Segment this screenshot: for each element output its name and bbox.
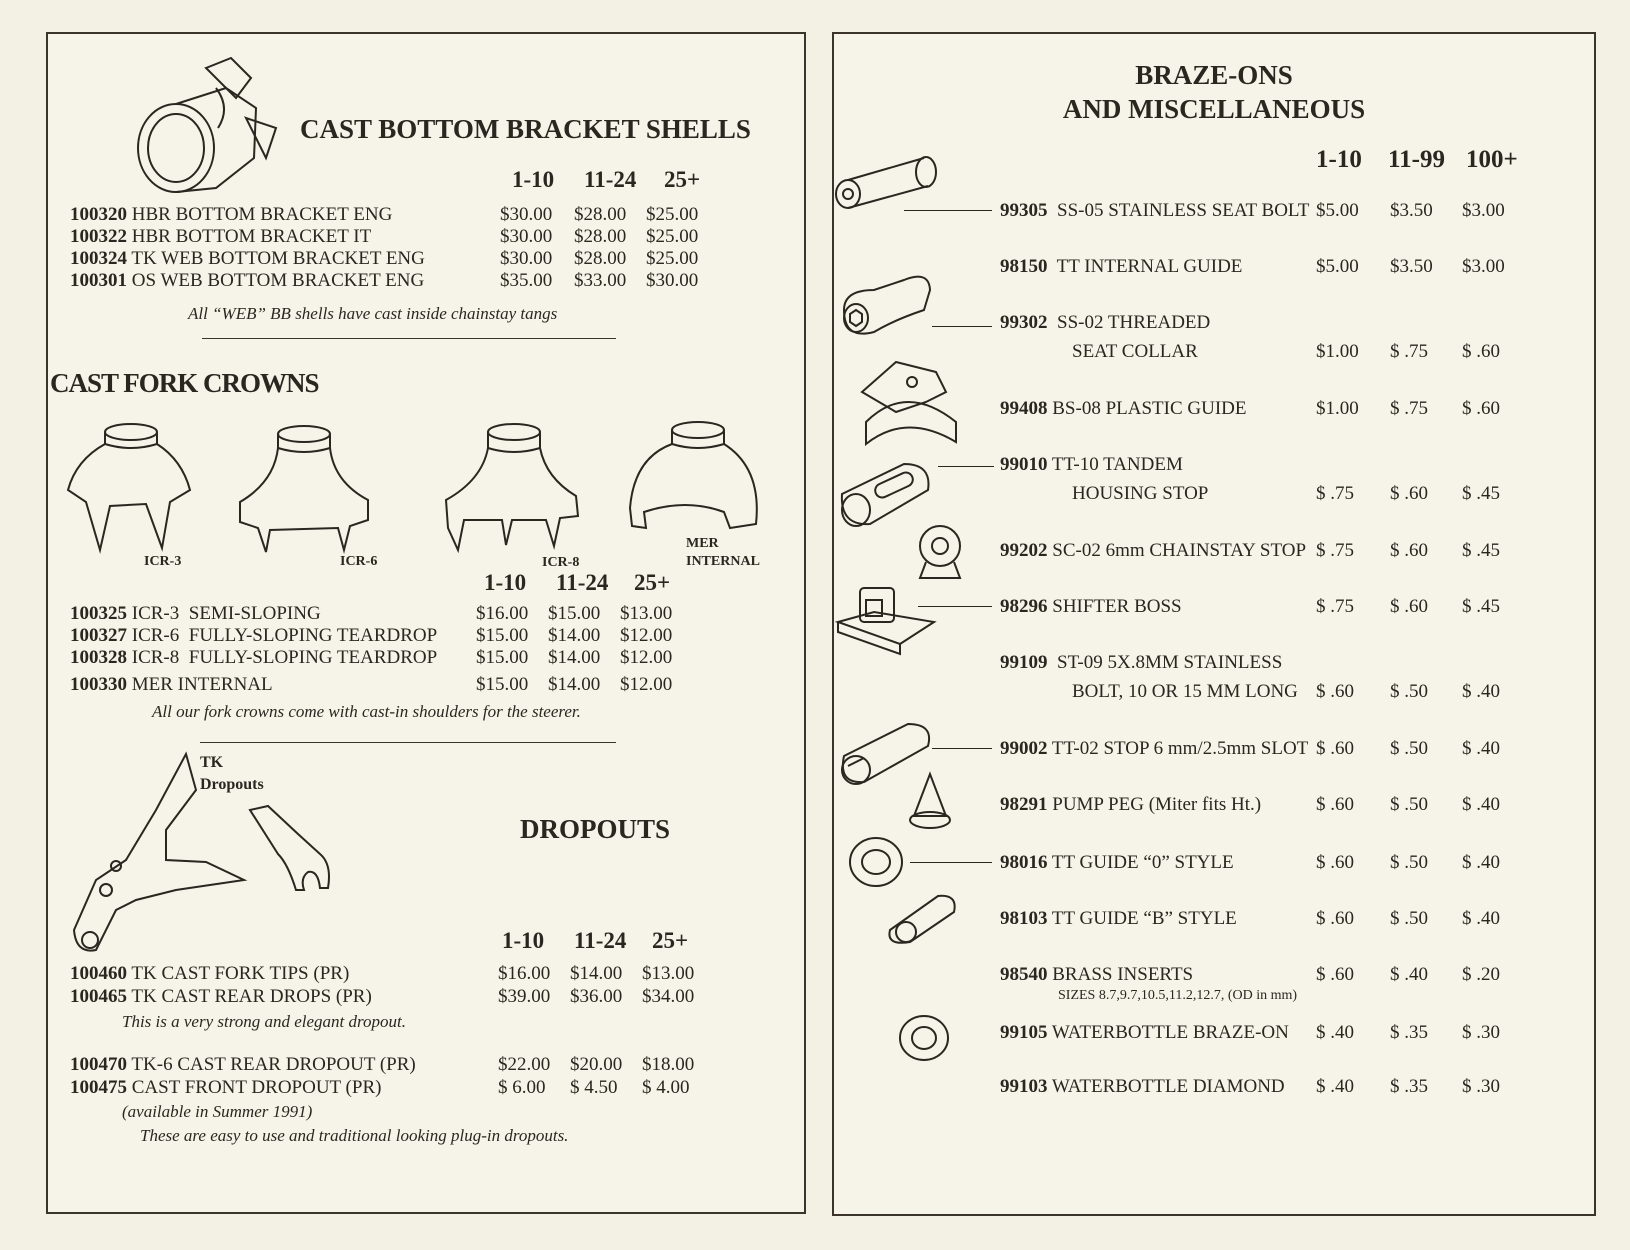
right-catalog-page <box>832 32 1596 1216</box>
dropouts-title: DROPOUTS <box>520 814 671 844</box>
price: $ .60 <box>1316 681 1354 702</box>
braze-title-line1: BRAZE-ONS <box>1135 60 1293 90</box>
price: $3.00 <box>1462 256 1505 277</box>
drop-row <box>70 1077 381 1099</box>
fork-row <box>70 647 437 669</box>
item-name: CAST FRONT DROPOUT (PR) <box>131 1077 382 1098</box>
item-name: SS-05 STAINLESS SEAT BOLT <box>1057 200 1310 221</box>
price: $ .45 <box>1462 483 1500 504</box>
tk-dropouts-label: Dropouts <box>200 776 264 793</box>
item-name: BS-08 PLASTIC GUIDE <box>1052 398 1247 419</box>
price: $34.00 <box>642 986 695 1007</box>
price: $ 6.00 <box>498 1077 546 1098</box>
price: $15.00 <box>476 625 529 646</box>
chainstay-stop-icon <box>916 522 966 586</box>
price: $ .50 <box>1390 738 1428 759</box>
item-name: OS WEB BOTTOM BRACKET ENG <box>131 270 425 291</box>
price: $ .50 <box>1390 794 1428 815</box>
drop-row <box>70 963 349 985</box>
bb-note: All “WEB” BB shells have cast inside chainstay tangs <box>188 304 558 323</box>
price: $ .50 <box>1390 852 1428 873</box>
fork-crown-icon <box>66 420 196 555</box>
price: $ .60 <box>1462 341 1500 362</box>
bb-header-1: 1-10 <box>512 167 555 192</box>
price: $ .50 <box>1390 681 1428 702</box>
fork-row <box>70 625 437 647</box>
price: $25.00 <box>646 248 699 269</box>
seat-collar-icon <box>856 352 966 448</box>
price: $20.00 <box>570 1054 623 1075</box>
item-code: 100324 <box>70 248 127 269</box>
price: $ .40 <box>1316 1076 1354 1097</box>
bb-row <box>70 248 425 270</box>
price: $ .60 <box>1390 596 1428 617</box>
price: $ .40 <box>1390 964 1428 985</box>
leader-line <box>918 606 992 607</box>
fork-crown-icon <box>626 418 766 548</box>
price: $36.00 <box>570 986 623 1007</box>
price: $30.00 <box>500 226 553 247</box>
item-name: TT-10 TANDEM <box>1051 454 1183 475</box>
item-code: 98016 <box>1000 852 1048 873</box>
price: $5.00 <box>1316 200 1359 221</box>
item-name: TK CAST REAR DROPS (PR) <box>131 986 372 1007</box>
drop-note: This is a very strong and elegant dropout. <box>122 1012 406 1031</box>
item-code: 100325 <box>70 603 127 624</box>
brass-sizes: SIZES 8.7,9.7,10.5,11.2,12.7, (OD in mm) <box>1058 988 1298 1003</box>
item-name: ICR-6 FULLY-SLOPING TEARDROP <box>131 625 438 646</box>
fork-label-icr8: ICR-8 <box>542 555 580 570</box>
item-code: 100330 <box>70 674 127 695</box>
price: $12.00 <box>620 647 673 668</box>
cable-guide-icon <box>834 260 934 340</box>
item-code: 100301 <box>70 270 127 291</box>
item-code: 99408 <box>1000 398 1048 419</box>
drop-note: (available in Summer 1991) <box>122 1102 313 1121</box>
price: $14.00 <box>548 647 601 668</box>
price: $ .30 <box>1462 1076 1500 1097</box>
fork-label-internal: INTERNAL <box>686 554 760 569</box>
price: $35.00 <box>500 270 553 291</box>
item-code: 98103 <box>1000 908 1048 929</box>
fork-row <box>70 603 321 625</box>
left-catalog-page <box>46 32 806 1214</box>
braze-row <box>1000 852 1234 874</box>
braze-row <box>1000 652 1282 674</box>
item-code: 99305 <box>1000 200 1048 221</box>
item-code: 99302 <box>1000 312 1048 333</box>
price: $13.00 <box>642 963 695 984</box>
item-code: 98540 <box>1000 964 1048 985</box>
drop-header-1: 1-10 <box>502 928 545 953</box>
item-name: ICR-3 SEMI-SLOPING <box>131 603 321 624</box>
price: $ .75 <box>1390 341 1428 362</box>
item-code: 99105 <box>1000 1022 1048 1043</box>
price: $ .60 <box>1316 738 1354 759</box>
price: $5.00 <box>1316 256 1359 277</box>
braze-row <box>1000 596 1182 618</box>
braze-row-cont: SEAT COLLAR <box>1072 341 1198 362</box>
price: $16.00 <box>476 603 529 624</box>
price: $15.00 <box>548 603 601 624</box>
leader-line <box>932 748 992 749</box>
fork-note: All our fork crowns come with cast-in shoulders for the steerer. <box>152 702 581 721</box>
item-name: TT GUIDE “B” STYLE <box>1051 908 1237 929</box>
braze-title-line2: AND MISCELLANEOUS <box>1062 94 1366 124</box>
price: $1.00 <box>1316 341 1359 362</box>
price: $30.00 <box>500 204 553 225</box>
price: $12.00 <box>620 674 673 695</box>
price: $ .60 <box>1390 540 1428 561</box>
bb-row <box>70 204 392 226</box>
item-name: WATERBOTTLE BRAZE-ON <box>1051 1022 1289 1043</box>
price: $14.00 <box>548 625 601 646</box>
braze-row <box>1000 1022 1289 1044</box>
fork-header-3: 25+ <box>634 570 671 595</box>
price: $13.00 <box>620 603 673 624</box>
shifter-boss-icon <box>834 582 944 652</box>
drop-row <box>70 986 372 1008</box>
guide-o-icon <box>846 834 906 890</box>
item-name: ST-09 5X.8MM STAINLESS <box>1057 652 1283 673</box>
item-code: 100328 <box>70 647 127 668</box>
item-name: MER INTERNAL <box>131 674 273 695</box>
price: $ .75 <box>1390 398 1428 419</box>
price: $ .75 <box>1316 596 1354 617</box>
item-name: TK-6 CAST REAR DROPOUT (PR) <box>131 1054 416 1075</box>
item-name: ICR-8 FULLY-SLOPING TEARDROP <box>131 647 438 668</box>
item-name: SHIFTER BOSS <box>1052 596 1182 617</box>
item-name: TT-02 STOP 6 mm/2.5mm SLOT <box>1051 738 1309 759</box>
fork-crown-icon <box>234 422 374 557</box>
item-code: 99202 <box>1000 540 1048 561</box>
price: $ .50 <box>1390 908 1428 929</box>
price: $14.00 <box>570 963 623 984</box>
leader-line <box>932 326 992 327</box>
price: $18.00 <box>642 1054 695 1075</box>
price: $ .45 <box>1462 596 1500 617</box>
seat-bolt-icon <box>834 144 944 214</box>
price: $22.00 <box>498 1054 551 1075</box>
waterbottle-boss-icon <box>896 1010 956 1066</box>
item-code: 100465 <box>70 986 127 1007</box>
item-code: 98296 <box>1000 596 1048 617</box>
price: $28.00 <box>574 248 627 269</box>
braze-header-1: 1-10 <box>1316 146 1362 173</box>
price: $ .60 <box>1390 483 1428 504</box>
item-name: WATERBOTTLE DIAMOND <box>1051 1076 1285 1097</box>
braze-row <box>1000 964 1193 986</box>
price: $25.00 <box>646 226 699 247</box>
bottom-bracket-shell-icon <box>136 48 286 198</box>
price: $14.00 <box>548 674 601 695</box>
price: $ .40 <box>1462 738 1500 759</box>
price: $ .40 <box>1462 794 1500 815</box>
price: $28.00 <box>574 204 627 225</box>
price: $1.00 <box>1316 398 1359 419</box>
price: $3.50 <box>1390 256 1433 277</box>
item-code: 100475 <box>70 1077 127 1098</box>
price: $30.00 <box>500 248 553 269</box>
price: $ .35 <box>1390 1022 1428 1043</box>
price: $ .45 <box>1462 540 1500 561</box>
dropout-icon <box>248 804 338 894</box>
item-name: BRASS INSERTS <box>1052 964 1194 985</box>
price: $3.00 <box>1462 200 1505 221</box>
braze-header-3: 100+ <box>1466 146 1518 173</box>
item-name: TT GUIDE “0” STYLE <box>1051 852 1234 873</box>
bb-header-3: 25+ <box>664 167 701 192</box>
item-name: HBR BOTTOM BRACKET IT <box>131 226 372 247</box>
braze-row <box>1000 1076 1285 1098</box>
price: $ .40 <box>1316 1022 1354 1043</box>
item-code: 99103 <box>1000 1076 1048 1097</box>
item-code: 100327 <box>70 625 127 646</box>
item-code: 100322 <box>70 226 127 247</box>
braze-row <box>1000 398 1246 420</box>
fork-header-2: 11-24 <box>556 570 609 595</box>
price: $ .75 <box>1316 483 1354 504</box>
bb-header-2: 11-24 <box>584 167 637 192</box>
price: $3.50 <box>1390 200 1433 221</box>
price: $ .60 <box>1316 794 1354 815</box>
leader-line <box>910 862 992 863</box>
item-name: TT INTERNAL GUIDE <box>1056 256 1243 277</box>
drop-note: These are easy to use and traditional looking plug-in dropouts. <box>140 1126 569 1145</box>
price: $15.00 <box>476 674 529 695</box>
price: $ .40 <box>1462 852 1500 873</box>
item-code: 100320 <box>70 204 127 225</box>
item-name: TK WEB BOTTOM BRACKET ENG <box>131 248 425 269</box>
fork-title: CAST FORK CROWNS <box>50 368 319 398</box>
fork-crown-icon <box>442 420 582 555</box>
price: $ .75 <box>1316 540 1354 561</box>
price: $ 4.00 <box>642 1077 690 1098</box>
item-code: 99002 <box>1000 738 1048 759</box>
section-divider <box>202 338 616 339</box>
price: $ .40 <box>1462 681 1500 702</box>
item-name: SC-02 6mm CHAINSTAY STOP <box>1052 540 1307 561</box>
braze-row <box>1000 256 1242 278</box>
item-name: TK CAST FORK TIPS (PR) <box>131 963 350 984</box>
bb-row <box>70 270 424 292</box>
bb-row <box>70 226 371 248</box>
price: $28.00 <box>574 226 627 247</box>
fork-label-icr6: ICR-6 <box>340 554 378 569</box>
leader-line <box>938 466 992 467</box>
price: $ .60 <box>1316 964 1354 985</box>
item-name: SS-02 THREADED <box>1057 312 1211 333</box>
braze-header-2: 11-99 <box>1388 146 1445 173</box>
price: $15.00 <box>476 647 529 668</box>
price: $30.00 <box>646 270 699 291</box>
price: $33.00 <box>574 270 627 291</box>
item-name: HBR BOTTOM BRACKET ENG <box>131 204 393 225</box>
braze-row <box>1000 200 1309 222</box>
item-code: 99109 <box>1000 652 1048 673</box>
price: $12.00 <box>620 625 673 646</box>
braze-row-cont: HOUSING STOP <box>1072 483 1209 504</box>
bb-title: CAST BOTTOM BRACKET SHELLS <box>300 114 751 144</box>
price: $39.00 <box>498 986 551 1007</box>
drop-header-3: 25+ <box>652 928 689 953</box>
item-name: PUMP PEG (Miter fits Ht.) <box>1052 794 1262 815</box>
drop-row <box>70 1054 416 1076</box>
price: $ 4.50 <box>570 1077 618 1098</box>
drop-header-2: 11-24 <box>574 928 627 953</box>
fork-header-1: 1-10 <box>484 570 527 595</box>
pump-peg-icon <box>906 772 956 832</box>
price: $ .60 <box>1316 908 1354 929</box>
item-code: 99010 <box>1000 454 1048 475</box>
braze-row <box>1000 312 1210 334</box>
item-code: 100470 <box>70 1054 127 1075</box>
fork-row <box>70 674 273 696</box>
braze-row <box>1000 794 1261 816</box>
fork-label-mer: MER <box>686 536 719 551</box>
item-code: 98291 <box>1000 794 1048 815</box>
price: $25.00 <box>646 204 699 225</box>
fork-label-icr3: ICR-3 <box>144 554 182 569</box>
price: $ .60 <box>1316 852 1354 873</box>
price: $ .60 <box>1462 398 1500 419</box>
guide-b-icon <box>882 890 962 946</box>
tk-label: TK <box>200 754 224 771</box>
price: $16.00 <box>498 963 551 984</box>
item-code: 100460 <box>70 963 127 984</box>
braze-row <box>1000 738 1308 760</box>
price: $ .30 <box>1462 1022 1500 1043</box>
item-code: 98150 <box>1000 256 1048 277</box>
section-divider <box>200 742 616 743</box>
braze-row-cont: BOLT, 10 OR 15 MM LONG <box>1072 681 1298 702</box>
braze-row <box>1000 908 1237 930</box>
price: $ .40 <box>1462 908 1500 929</box>
price: $ .20 <box>1462 964 1500 985</box>
braze-row <box>1000 540 1306 562</box>
price: $ .35 <box>1390 1076 1428 1097</box>
braze-row <box>1000 454 1183 476</box>
leader-line <box>904 210 992 211</box>
